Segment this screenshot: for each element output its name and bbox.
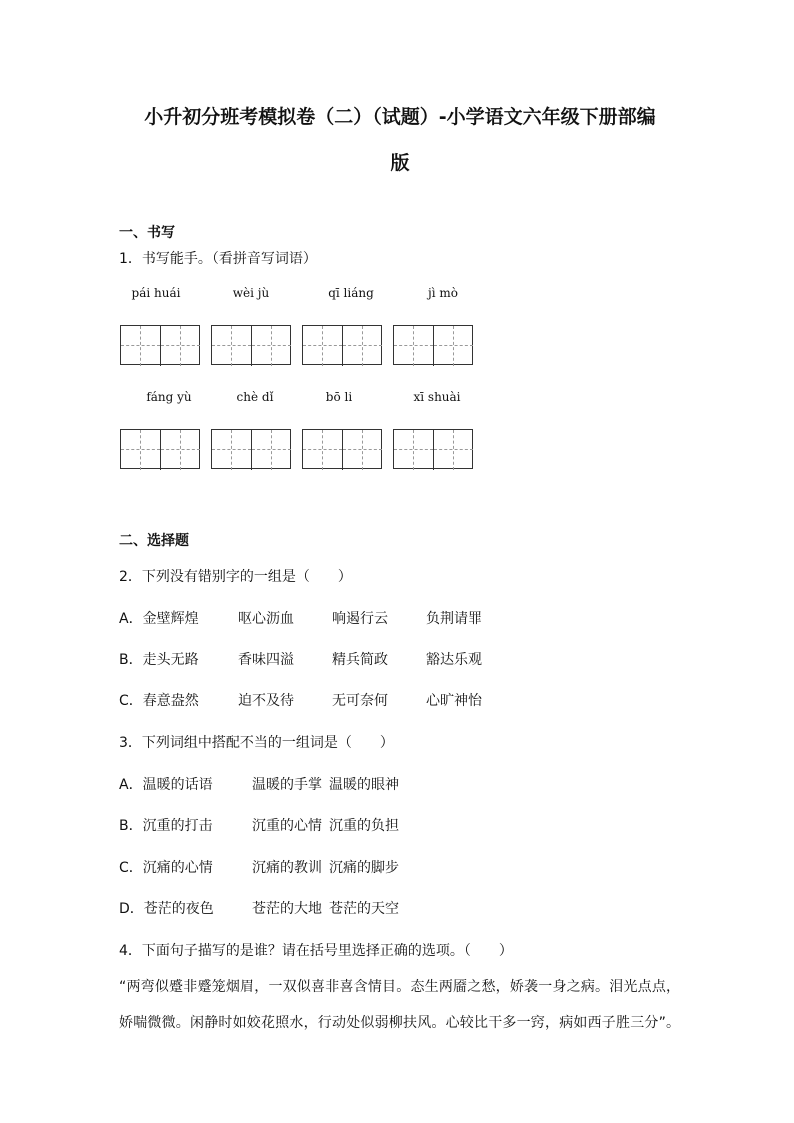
pinyin-label: qī liáng [328,286,374,300]
q3-option-a-word: 温暖的手掌 [252,777,322,793]
title-line-2: 版 [390,152,410,174]
character-writing-box[interactable] [393,429,473,469]
pinyin-label: bō li [325,390,353,404]
character-writing-box[interactable] [120,429,200,469]
character-writing-box[interactable] [120,325,200,365]
q2-option-b-word: 香味四溢 [238,652,294,668]
character-writing-box[interactable] [211,325,291,365]
character-writing-box[interactable] [211,429,291,469]
q3-option-a-word: 温暖的眼神 [329,777,399,793]
pinyin-label: fáng yù [146,390,192,404]
q2-option-a-word: 负荆请罪 [426,611,482,627]
q3-option-b-word: 沉重的心情 [252,818,322,834]
character-writing-box[interactable] [302,429,382,469]
q3-option-c-word: 沉痛的教训 [252,860,322,876]
question-1-stem: 1．书写能手。（看拼音写词语） [119,251,317,267]
q2-option-b[interactable]: B．走头无路 [119,652,199,668]
q2-option-c-word: 迫不及待 [238,693,294,709]
question-2-stem: 2．下列没有错别字的一组是（ ） [119,569,352,585]
section-heading-writing: 一、书写 [119,225,175,241]
q3-option-d[interactable]: D．苍茫的夜色 [119,901,214,917]
pinyin-label: wèi jù [232,286,270,300]
q3-option-a[interactable]: A．温暖的话语 [119,777,213,793]
pinyin-label: pái huái [131,286,181,300]
q2-option-b-word: 豁达乐观 [426,652,482,668]
q2-option-a[interactable]: A．金壁辉煌 [119,611,199,627]
q2-option-a-word: 响遏行云 [332,611,388,627]
q3-option-d-word: 苍茫的天空 [329,901,399,917]
q2-option-c-word: 心旷神怡 [426,693,482,709]
character-writing-box[interactable] [302,325,382,365]
pinyin-label: chè dǐ [236,390,274,404]
q2-option-b-word: 精兵简政 [332,652,388,668]
question-3-stem: 3．下列词组中搭配不当的一组词是（ ） [119,735,394,751]
q3-option-b-word: 沉重的负担 [329,818,399,834]
title-line-1: 小升初分班考模拟卷（二）（试题）-小学语文六年级下册部编 [144,106,656,128]
q4-passage-line: “两弯似蹙非蹙笼烟眉，一双似喜非喜含情目。态生两靥之愁，娇袭一身之病。泪光点点， [119,979,681,995]
q2-option-a-word: 呕心沥血 [238,611,294,627]
q2-option-c-word: 无可奈何 [332,693,388,709]
q3-option-c[interactable]: C．沉痛的心情 [119,860,213,876]
q3-option-d-word: 苍茫的大地 [252,901,322,917]
page-title [110,94,690,186]
question-4-stem: 4．下面句子描写的是谁？请在括号里选择正确的选项。（ ） [119,943,513,959]
character-writing-box[interactable] [393,325,473,365]
section-heading-choice: 二、选择题 [119,533,189,549]
pinyin-label: jì mò [428,286,458,300]
pinyin-label: xī shuài [413,390,461,404]
q3-option-c-word: 沉痛的脚步 [329,860,399,876]
q4-passage-line: 娇喘微微。闲静时如姣花照水，行动处似弱柳扶风。心较比干多一窍，病如西子胜三分”。 [119,1015,681,1031]
q3-option-b[interactable]: B．沉重的打击 [119,818,213,834]
q2-option-c[interactable]: C．春意盎然 [119,693,199,709]
